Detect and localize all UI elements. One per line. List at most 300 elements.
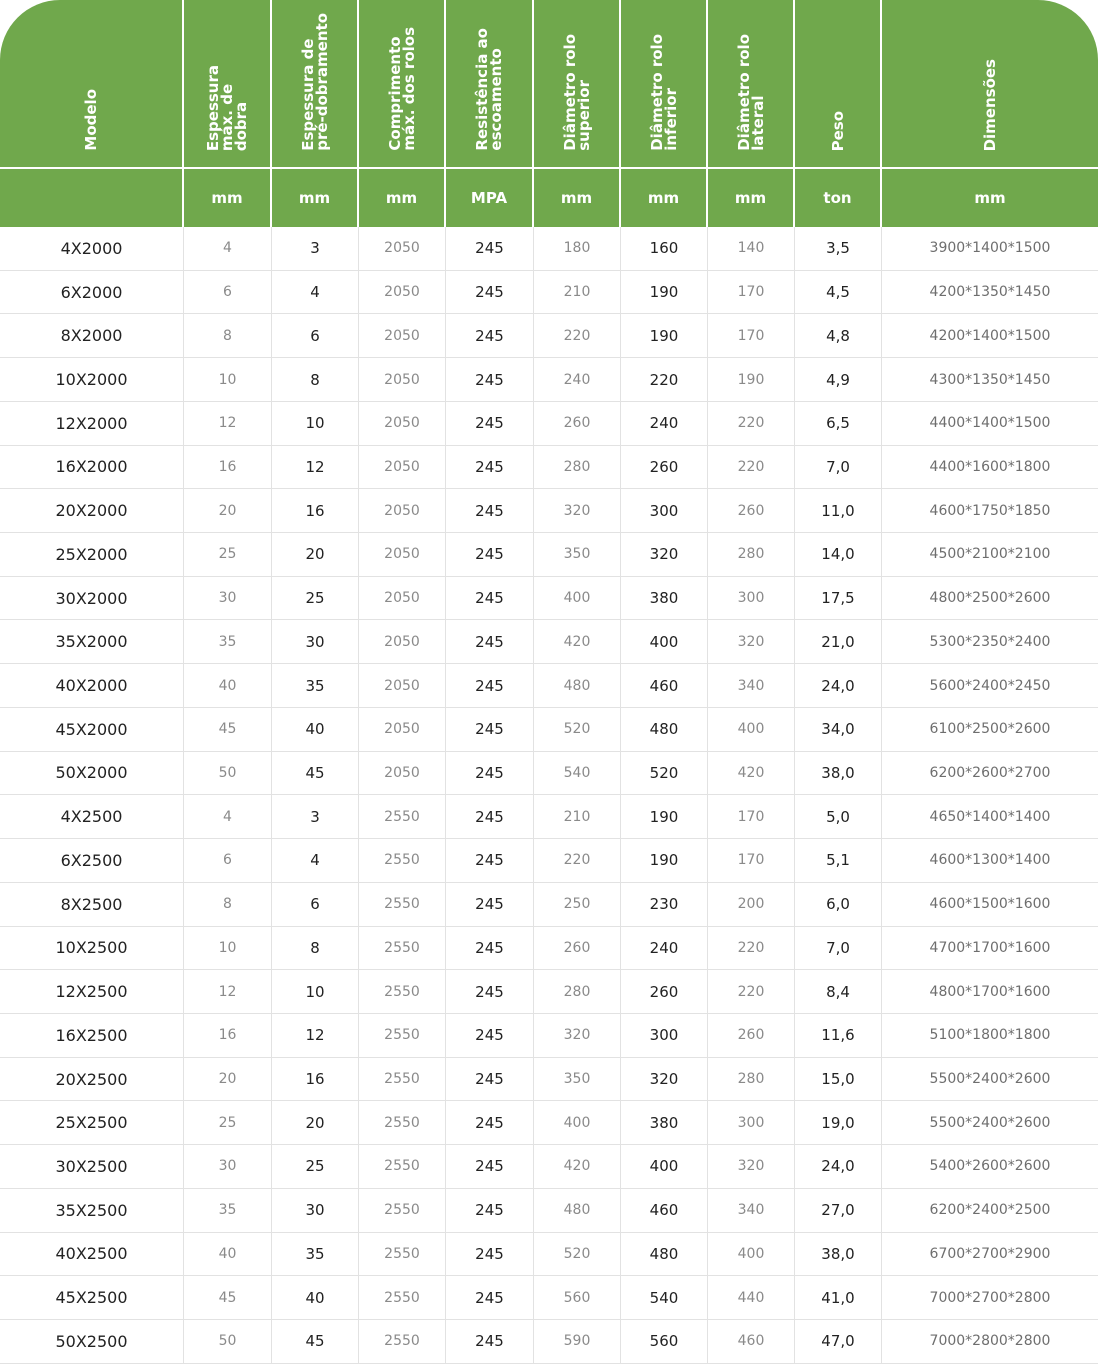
espessura-max-cell: 10 [184, 358, 272, 402]
dimensoes-cell: 6700*2700*2900 [882, 1233, 1098, 1277]
rolo-inferior-cell: 240 [621, 402, 708, 446]
table-body [0, 227, 1098, 1364]
rolo-inferior-cell: 160 [621, 227, 708, 271]
comprimento-cell: 2550 [359, 1058, 446, 1102]
unit-cell: mm [534, 169, 621, 227]
espessura-max-cell: 20 [184, 489, 272, 533]
rolo-lateral-cell: 140 [708, 227, 795, 271]
espessura-max-cell: 30 [184, 577, 272, 621]
table-row [0, 927, 1098, 971]
comprimento-cell: 2050 [359, 446, 446, 490]
table-row [0, 446, 1098, 490]
dimensoes-cell: 7000*2700*2800 [882, 1276, 1098, 1320]
rolo-lateral-cell: 170 [708, 839, 795, 883]
espessura-max-cell: 30 [184, 1145, 272, 1189]
comprimento-cell: 2050 [359, 708, 446, 752]
rolo-superior-cell: 520 [534, 1233, 621, 1277]
espessura-pre-cell: 16 [272, 489, 359, 533]
rolo-inferior-cell: 520 [621, 752, 708, 796]
rolo-inferior-cell: 460 [621, 664, 708, 708]
rolo-inferior-cell: 260 [621, 446, 708, 490]
peso-cell: 47,0 [795, 1320, 882, 1364]
dimensoes-cell: 5500*2400*2600 [882, 1058, 1098, 1102]
rolo-superior-cell: 400 [534, 577, 621, 621]
column-header-rolo-inferior: Diâmetro rolo inferior [621, 0, 708, 169]
table-row [0, 271, 1098, 315]
table-row [0, 664, 1098, 708]
rolo-lateral-cell: 280 [708, 1058, 795, 1102]
table-row [0, 752, 1098, 796]
espessura-pre-cell: 45 [272, 1320, 359, 1364]
rolo-inferior-cell: 380 [621, 1101, 708, 1145]
espessura-pre-cell: 35 [272, 1233, 359, 1277]
model-cell: 6X2000 [0, 271, 184, 315]
table-row [0, 708, 1098, 752]
comprimento-cell: 2550 [359, 795, 446, 839]
peso-cell: 41,0 [795, 1276, 882, 1320]
table-row [0, 533, 1098, 577]
rolo-superior-cell: 320 [534, 489, 621, 533]
rolo-inferior-cell: 240 [621, 927, 708, 971]
resistencia-cell: 245 [446, 1276, 534, 1320]
peso-cell: 7,0 [795, 927, 882, 971]
espessura-pre-cell: 10 [272, 970, 359, 1014]
unit-cell: ton [795, 169, 882, 227]
rolo-superior-cell: 220 [534, 839, 621, 883]
table-row [0, 402, 1098, 446]
comprimento-cell: 2550 [359, 1014, 446, 1058]
table-row [0, 227, 1098, 271]
rolo-inferior-cell: 220 [621, 358, 708, 402]
column-header-modelo: Modelo [0, 0, 184, 169]
resistencia-cell: 245 [446, 446, 534, 490]
espessura-pre-cell: 30 [272, 620, 359, 664]
column-header-espessura-pre: Espessura de pré-dobramento [272, 0, 359, 169]
unit-cell: mm [708, 169, 795, 227]
model-cell: 35X2500 [0, 1189, 184, 1233]
dimensoes-cell: 4600*1300*1400 [882, 839, 1098, 883]
comprimento-cell: 2550 [359, 883, 446, 927]
column-header-rolo-superior: Diâmetro rolo superior [534, 0, 621, 169]
comprimento-cell: 2550 [359, 1233, 446, 1277]
rolo-superior-cell: 210 [534, 271, 621, 315]
espessura-max-cell: 45 [184, 1276, 272, 1320]
model-cell: 16X2500 [0, 1014, 184, 1058]
comprimento-cell: 2550 [359, 1320, 446, 1364]
rolo-superior-cell: 520 [534, 708, 621, 752]
peso-cell: 11,6 [795, 1014, 882, 1058]
rolo-inferior-cell: 190 [621, 314, 708, 358]
rolo-superior-cell: 480 [534, 1189, 621, 1233]
table-row [0, 314, 1098, 358]
rolo-lateral-cell: 320 [708, 1145, 795, 1189]
resistencia-cell: 245 [446, 314, 534, 358]
espessura-pre-cell: 25 [272, 577, 359, 621]
peso-cell: 4,8 [795, 314, 882, 358]
peso-cell: 7,0 [795, 446, 882, 490]
rolo-inferior-cell: 400 [621, 620, 708, 664]
espessura-max-cell: 8 [184, 883, 272, 927]
resistencia-cell: 245 [446, 795, 534, 839]
header-row [0, 0, 1098, 169]
dimensoes-cell: 4200*1400*1500 [882, 314, 1098, 358]
rolo-lateral-cell: 340 [708, 1189, 795, 1233]
resistencia-cell: 245 [446, 1014, 534, 1058]
table-row [0, 1145, 1098, 1189]
espessura-pre-cell: 25 [272, 1145, 359, 1189]
rolo-lateral-cell: 340 [708, 664, 795, 708]
dimensoes-cell: 3900*1400*1500 [882, 227, 1098, 271]
espessura-pre-cell: 35 [272, 664, 359, 708]
model-cell: 50X2500 [0, 1320, 184, 1364]
model-cell: 4X2500 [0, 795, 184, 839]
dimensoes-cell: 6100*2500*2600 [882, 708, 1098, 752]
rolo-inferior-cell: 190 [621, 839, 708, 883]
comprimento-cell: 2050 [359, 358, 446, 402]
espessura-max-cell: 45 [184, 708, 272, 752]
espessura-pre-cell: 6 [272, 883, 359, 927]
resistencia-cell: 245 [446, 839, 534, 883]
rolo-inferior-cell: 540 [621, 1276, 708, 1320]
espessura-pre-cell: 20 [272, 1101, 359, 1145]
dimensoes-cell: 7000*2800*2800 [882, 1320, 1098, 1364]
espessura-pre-cell: 4 [272, 839, 359, 883]
peso-cell: 5,1 [795, 839, 882, 883]
dimensoes-cell: 4400*1400*1500 [882, 402, 1098, 446]
dimensoes-cell: 6200*2600*2700 [882, 752, 1098, 796]
unit-cell [0, 169, 184, 227]
peso-cell: 14,0 [795, 533, 882, 577]
model-cell: 50X2000 [0, 752, 184, 796]
comprimento-cell: 2050 [359, 227, 446, 271]
resistencia-cell: 245 [446, 970, 534, 1014]
column-header-resistencia: Resistência ao escoamento [446, 0, 534, 169]
comprimento-cell: 2550 [359, 1101, 446, 1145]
dimensoes-cell: 4300*1350*1450 [882, 358, 1098, 402]
model-cell: 16X2000 [0, 446, 184, 490]
rolo-lateral-cell: 170 [708, 795, 795, 839]
espessura-max-cell: 12 [184, 402, 272, 446]
model-cell: 12X2500 [0, 970, 184, 1014]
espessura-max-cell: 4 [184, 227, 272, 271]
dimensoes-cell: 4800*1700*1600 [882, 970, 1098, 1014]
resistencia-cell: 245 [446, 358, 534, 402]
espessura-pre-cell: 8 [272, 927, 359, 971]
dimensoes-cell: 4600*1750*1850 [882, 489, 1098, 533]
model-cell: 25X2000 [0, 533, 184, 577]
espessura-pre-cell: 10 [272, 402, 359, 446]
espessura-pre-cell: 12 [272, 1014, 359, 1058]
espessura-max-cell: 4 [184, 795, 272, 839]
model-cell: 20X2000 [0, 489, 184, 533]
model-cell: 25X2500 [0, 1101, 184, 1145]
rolo-inferior-cell: 480 [621, 1233, 708, 1277]
model-cell: 45X2000 [0, 708, 184, 752]
dimensoes-cell: 4650*1400*1400 [882, 795, 1098, 839]
espessura-max-cell: 6 [184, 271, 272, 315]
unit-cell: mm [184, 169, 272, 227]
rolo-superior-cell: 250 [534, 883, 621, 927]
column-header-rolo-lateral: Diâmetro rolo lateral [708, 0, 795, 169]
rolo-inferior-cell: 190 [621, 271, 708, 315]
dimensoes-cell: 5100*1800*1800 [882, 1014, 1098, 1058]
table-row [0, 489, 1098, 533]
rolo-superior-cell: 180 [534, 227, 621, 271]
rolo-superior-cell: 590 [534, 1320, 621, 1364]
espessura-pre-cell: 6 [272, 314, 359, 358]
resistencia-cell: 245 [446, 1320, 534, 1364]
column-header-dimensoes: Dimensões [882, 0, 1098, 169]
espessura-max-cell: 16 [184, 1014, 272, 1058]
comprimento-cell: 2550 [359, 839, 446, 883]
table-row [0, 1101, 1098, 1145]
rolo-inferior-cell: 320 [621, 533, 708, 577]
table-row [0, 883, 1098, 927]
espessura-pre-cell: 3 [272, 795, 359, 839]
rolo-lateral-cell: 420 [708, 752, 795, 796]
model-cell: 6X2500 [0, 839, 184, 883]
espessura-pre-cell: 40 [272, 1276, 359, 1320]
column-header-espessura-max: Espessura máx. de dobra [184, 0, 272, 169]
unit-cell: mm [621, 169, 708, 227]
rolo-lateral-cell: 190 [708, 358, 795, 402]
comprimento-cell: 2550 [359, 970, 446, 1014]
dimensoes-cell: 4700*1700*1600 [882, 927, 1098, 971]
rolo-superior-cell: 220 [534, 314, 621, 358]
dimensoes-cell: 4500*2100*2100 [882, 533, 1098, 577]
table-row [0, 358, 1098, 402]
rolo-superior-cell: 350 [534, 1058, 621, 1102]
peso-cell: 19,0 [795, 1101, 882, 1145]
rolo-lateral-cell: 300 [708, 1101, 795, 1145]
dimensoes-cell: 5300*2350*2400 [882, 620, 1098, 664]
peso-cell: 27,0 [795, 1189, 882, 1233]
model-cell: 40X2500 [0, 1233, 184, 1277]
peso-cell: 21,0 [795, 620, 882, 664]
resistencia-cell: 245 [446, 1189, 534, 1233]
table-row [0, 1276, 1098, 1320]
espessura-max-cell: 10 [184, 927, 272, 971]
rolo-superior-cell: 320 [534, 1014, 621, 1058]
comprimento-cell: 2050 [359, 664, 446, 708]
model-cell: 8X2000 [0, 314, 184, 358]
resistencia-cell: 245 [446, 402, 534, 446]
resistencia-cell: 245 [446, 577, 534, 621]
espessura-pre-cell: 3 [272, 227, 359, 271]
rolo-lateral-cell: 170 [708, 271, 795, 315]
comprimento-cell: 2050 [359, 489, 446, 533]
comprimento-cell: 2050 [359, 533, 446, 577]
dimensoes-cell: 4600*1500*1600 [882, 883, 1098, 927]
peso-cell: 6,0 [795, 883, 882, 927]
peso-cell: 15,0 [795, 1058, 882, 1102]
rolo-inferior-cell: 230 [621, 883, 708, 927]
unit-row [0, 169, 1098, 227]
unit-cell: mm [359, 169, 446, 227]
table-row [0, 577, 1098, 621]
comprimento-cell: 2050 [359, 314, 446, 358]
unit-cell: mm [882, 169, 1098, 227]
table-row [0, 1058, 1098, 1102]
resistencia-cell: 245 [446, 664, 534, 708]
espessura-pre-cell: 4 [272, 271, 359, 315]
resistencia-cell: 245 [446, 1145, 534, 1189]
rolo-superior-cell: 540 [534, 752, 621, 796]
rolo-lateral-cell: 220 [708, 402, 795, 446]
model-cell: 45X2500 [0, 1276, 184, 1320]
rolo-inferior-cell: 460 [621, 1189, 708, 1233]
resistencia-cell: 245 [446, 271, 534, 315]
peso-cell: 17,5 [795, 577, 882, 621]
column-header-peso: Peso [795, 0, 882, 169]
espessura-max-cell: 40 [184, 1233, 272, 1277]
resistencia-cell: 245 [446, 1058, 534, 1102]
table-row [0, 1233, 1098, 1277]
rolo-superior-cell: 210 [534, 795, 621, 839]
espessura-pre-cell: 8 [272, 358, 359, 402]
peso-cell: 38,0 [795, 1233, 882, 1277]
peso-cell: 24,0 [795, 1145, 882, 1189]
comprimento-cell: 2050 [359, 752, 446, 796]
rolo-lateral-cell: 260 [708, 1014, 795, 1058]
resistencia-cell: 245 [446, 489, 534, 533]
rolo-superior-cell: 260 [534, 927, 621, 971]
comprimento-cell: 2550 [359, 1276, 446, 1320]
rolo-lateral-cell: 200 [708, 883, 795, 927]
peso-cell: 4,5 [795, 271, 882, 315]
dimensoes-cell: 4400*1600*1800 [882, 446, 1098, 490]
espessura-max-cell: 20 [184, 1058, 272, 1102]
peso-cell: 6,5 [795, 402, 882, 446]
rolo-superior-cell: 400 [534, 1101, 621, 1145]
rolo-superior-cell: 480 [534, 664, 621, 708]
espessura-max-cell: 35 [184, 1189, 272, 1233]
resistencia-cell: 245 [446, 883, 534, 927]
rolo-inferior-cell: 260 [621, 970, 708, 1014]
resistencia-cell: 245 [446, 533, 534, 577]
rolo-lateral-cell: 280 [708, 533, 795, 577]
comprimento-cell: 2050 [359, 271, 446, 315]
model-cell: 30X2000 [0, 577, 184, 621]
model-cell: 12X2000 [0, 402, 184, 446]
dimensoes-cell: 5500*2400*2600 [882, 1101, 1098, 1145]
dimensoes-cell: 6200*2400*2500 [882, 1189, 1098, 1233]
resistencia-cell: 245 [446, 620, 534, 664]
espessura-pre-cell: 20 [272, 533, 359, 577]
resistencia-cell: 245 [446, 708, 534, 752]
table-row [0, 839, 1098, 883]
espessura-max-cell: 12 [184, 970, 272, 1014]
rolo-superior-cell: 420 [534, 620, 621, 664]
model-cell: 40X2000 [0, 664, 184, 708]
peso-cell: 8,4 [795, 970, 882, 1014]
espessura-max-cell: 50 [184, 1320, 272, 1364]
table-row [0, 970, 1098, 1014]
rolo-lateral-cell: 300 [708, 577, 795, 621]
espessura-pre-cell: 40 [272, 708, 359, 752]
peso-cell: 11,0 [795, 489, 882, 533]
rolo-lateral-cell: 400 [708, 1233, 795, 1277]
comprimento-cell: 2550 [359, 927, 446, 971]
peso-cell: 5,0 [795, 795, 882, 839]
rolo-superior-cell: 280 [534, 446, 621, 490]
rolo-superior-cell: 240 [534, 358, 621, 402]
rolo-inferior-cell: 560 [621, 1320, 708, 1364]
rolo-lateral-cell: 260 [708, 489, 795, 533]
comprimento-cell: 2550 [359, 1145, 446, 1189]
dimensoes-cell: 5600*2400*2450 [882, 664, 1098, 708]
comprimento-cell: 2050 [359, 402, 446, 446]
rolo-inferior-cell: 480 [621, 708, 708, 752]
rolo-lateral-cell: 320 [708, 620, 795, 664]
rolo-lateral-cell: 220 [708, 970, 795, 1014]
espessura-pre-cell: 30 [272, 1189, 359, 1233]
rolo-lateral-cell: 460 [708, 1320, 795, 1364]
rolo-lateral-cell: 440 [708, 1276, 795, 1320]
model-cell: 4X2000 [0, 227, 184, 271]
espessura-max-cell: 40 [184, 664, 272, 708]
peso-cell: 24,0 [795, 664, 882, 708]
table-row [0, 1320, 1098, 1364]
espessura-max-cell: 16 [184, 446, 272, 490]
rolo-superior-cell: 350 [534, 533, 621, 577]
dimensoes-cell: 4200*1350*1450 [882, 271, 1098, 315]
table-row [0, 1014, 1098, 1058]
espessura-pre-cell: 16 [272, 1058, 359, 1102]
resistencia-cell: 245 [446, 1233, 534, 1277]
model-cell: 10X2000 [0, 358, 184, 402]
espessura-max-cell: 6 [184, 839, 272, 883]
peso-cell: 38,0 [795, 752, 882, 796]
rolo-inferior-cell: 320 [621, 1058, 708, 1102]
model-cell: 30X2500 [0, 1145, 184, 1189]
table-row [0, 1189, 1098, 1233]
rolo-lateral-cell: 400 [708, 708, 795, 752]
model-cell: 10X2500 [0, 927, 184, 971]
resistencia-cell: 245 [446, 927, 534, 971]
rolo-inferior-cell: 190 [621, 795, 708, 839]
rolo-superior-cell: 420 [534, 1145, 621, 1189]
peso-cell: 34,0 [795, 708, 882, 752]
comprimento-cell: 2050 [359, 620, 446, 664]
rolo-superior-cell: 560 [534, 1276, 621, 1320]
peso-cell: 4,9 [795, 358, 882, 402]
resistencia-cell: 245 [446, 1101, 534, 1145]
comprimento-cell: 2050 [359, 577, 446, 621]
rolo-lateral-cell: 170 [708, 314, 795, 358]
model-cell: 20X2500 [0, 1058, 184, 1102]
espessura-pre-cell: 45 [272, 752, 359, 796]
rolo-superior-cell: 280 [534, 970, 621, 1014]
espessura-max-cell: 50 [184, 752, 272, 796]
dimensoes-cell: 5400*2600*2600 [882, 1145, 1098, 1189]
rolo-superior-cell: 260 [534, 402, 621, 446]
resistencia-cell: 245 [446, 752, 534, 796]
espessura-max-cell: 25 [184, 1101, 272, 1145]
comprimento-cell: 2550 [359, 1189, 446, 1233]
rolo-inferior-cell: 380 [621, 577, 708, 621]
model-cell: 8X2500 [0, 883, 184, 927]
espessura-pre-cell: 12 [272, 446, 359, 490]
rolo-lateral-cell: 220 [708, 446, 795, 490]
column-header-comprimento: Comprimento máx. dos rolos [359, 0, 446, 169]
rolo-inferior-cell: 300 [621, 489, 708, 533]
rolo-lateral-cell: 220 [708, 927, 795, 971]
rolo-inferior-cell: 400 [621, 1145, 708, 1189]
dimensoes-cell: 4800*2500*2600 [882, 577, 1098, 621]
unit-cell: mm [272, 169, 359, 227]
model-cell: 35X2000 [0, 620, 184, 664]
